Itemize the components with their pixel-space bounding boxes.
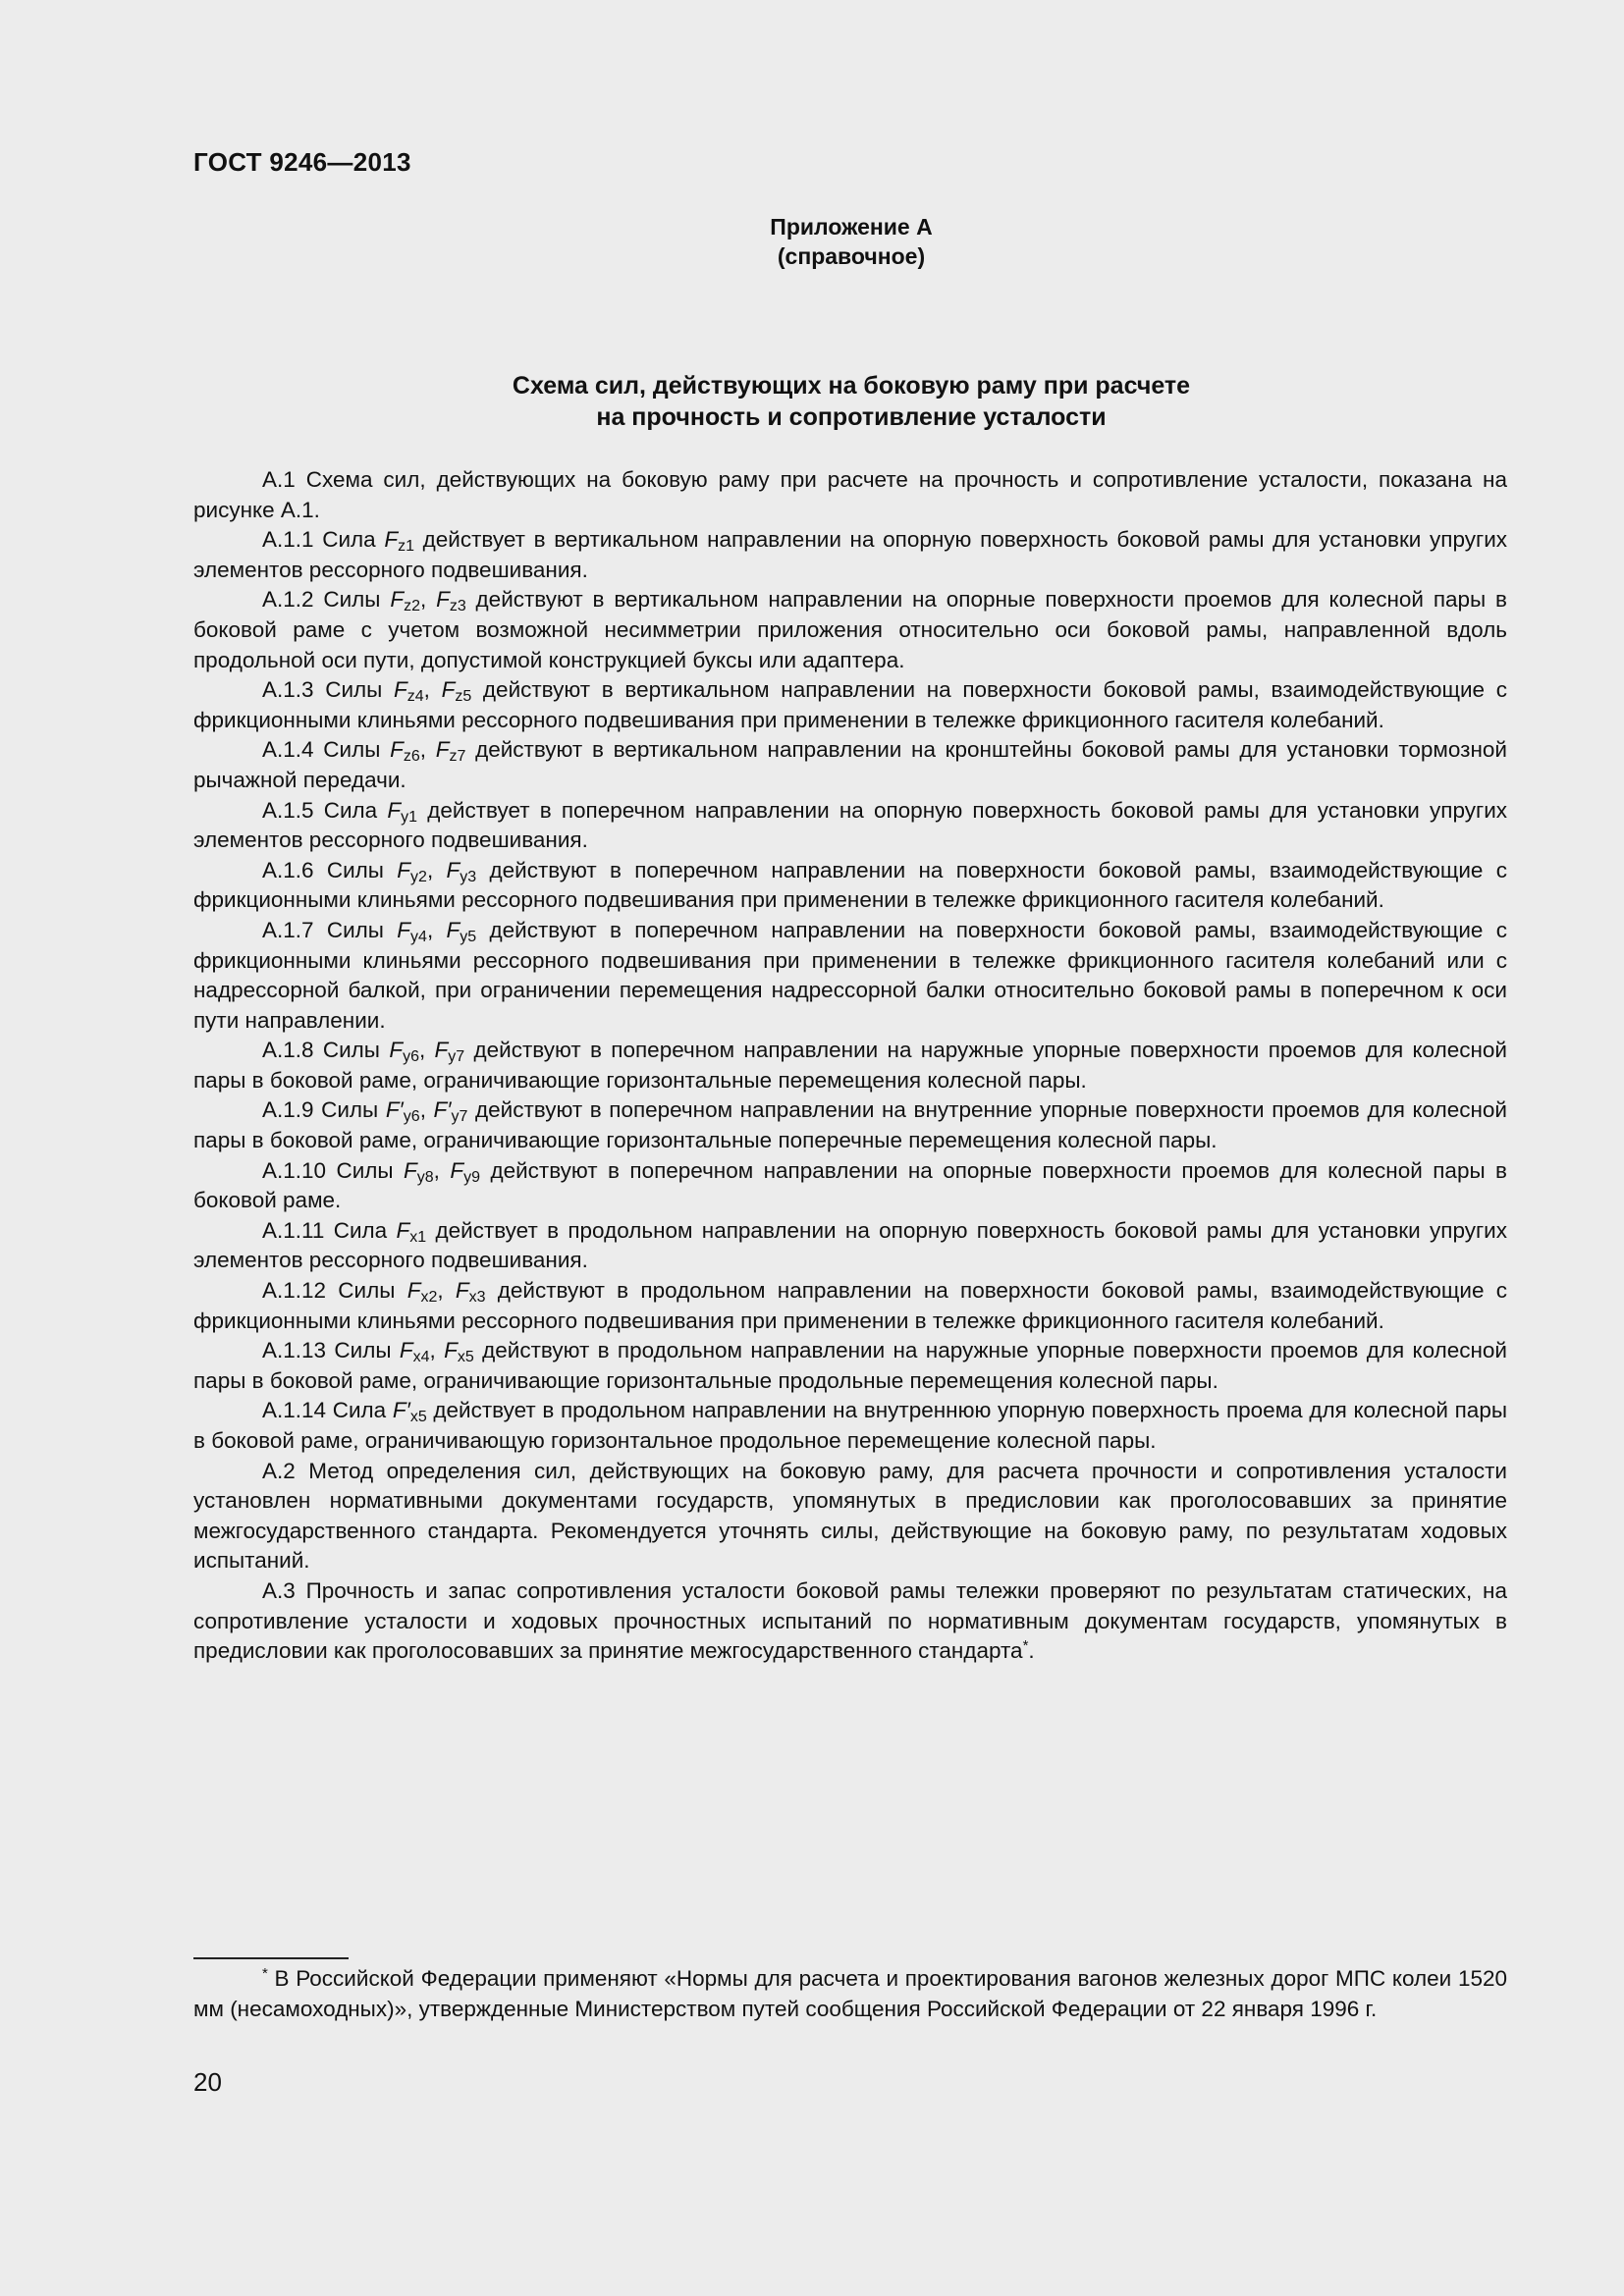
force-symbol: F xyxy=(394,677,407,703)
footnote-reference[interactable]: * xyxy=(1022,1637,1029,1655)
force-symbol: F xyxy=(441,677,456,703)
paragraph-a1-7: А.1.7 Силы $F_{y4}$, $F_{y5}$ действуют в поперечном направлении на поверхности боковой рамы, взаимодействующие с фрикционными клиньями рессорного подвешивания при применении в тележке фрикционного гасителя колебаний или с надрессорной балкой, при ограничении перемещения надрессорной балки относительно боковой рамы в поперечном к оси пути направлении. xyxy=(193,917,1507,1033)
force-subscript: z6 xyxy=(403,748,420,766)
force-subscript: z3 xyxy=(449,598,466,615)
force-subscript: y1 xyxy=(401,808,418,826)
force-subscript: x5 xyxy=(457,1349,474,1366)
force-subscript: z5 xyxy=(455,688,472,706)
force-subscript: x5 xyxy=(409,1409,427,1426)
force-symbol: F xyxy=(444,1338,458,1363)
footnote xyxy=(193,1964,1507,2024)
force-symbol: F xyxy=(404,1157,417,1183)
paragraph-a2: А.2 Метод определения сил, действующих на боковую раму, для расчета прочности и сопротивления усталости установлен нормативными документами государств, упомянутых в предисловии как проголосовавших за принятие межгосударственного стандарта. Рекомендуется уточнять силы, действующие на боковую раму, по результатам ходовых испытаний. xyxy=(193,1458,1507,1574)
page-number: 20 xyxy=(193,2067,222,2097)
body-text xyxy=(193,465,1507,1667)
force-subscript: y4 xyxy=(410,928,427,945)
force-subscript: x4 xyxy=(412,1349,430,1366)
section-title-line-1: Схема сил, действующих на боковую раму при расчете xyxy=(512,372,1191,400)
force-symbol: F xyxy=(396,1217,410,1243)
paragraph-a1-6: А.1.6 Силы $F_{y2}$, $F_{y3}$ действуют в поперечном направлении на поверхности боковой рамы, взаимодействующие с фрикционными клиньями рессорного подвешивания при применении в тележке фрикционного гасителя колебаний. xyxy=(193,857,1507,913)
paragraph-a3: А.3 Прочность и запас сопротивления усталости боковой рамы тележки проверяют по результатам статических, на сопротивление усталости и ходовых прочностных испытаний по нормативным документам государств, упомянутых в предисловии как проголосовавших за принятие межгосударственного стандарта*. xyxy=(193,1577,1507,1664)
section-title-line-2: на прочность и сопротивление усталости xyxy=(596,403,1107,431)
force-symbol: F xyxy=(390,737,404,763)
paragraph-a1-5: А.1.5 Сила $F_{y1}$ действует в поперечном направлении на опорную поверхность боковой рамы для установки упругих элементов рессорного подвешивания. xyxy=(193,797,1508,853)
force-symbol: F xyxy=(387,797,402,823)
footnote-text: В Российской Федерации применяют «Нормы для расчета и проектирования вагонов железных дорог МПС колеи 1520 мм (несамоходных)», утвержденные Министерством путей сообщения Российской Федерации от 22 января 1996 г. xyxy=(193,1966,1507,2021)
force-symbol: F xyxy=(436,587,450,613)
appendix-title: Приложение А xyxy=(770,214,933,240)
force-symbol: F xyxy=(399,1338,413,1363)
force-subscript: x2 xyxy=(420,1289,438,1307)
force-subscript: x1 xyxy=(409,1228,427,1246)
paragraph-a1-8: А.1.8 Силы $F_{y6}$, $F_{y7}$ действуют в поперечном направлении на наружные упорные поверхности проемов для колесной пары в боковой раме, ограничивающие горизонтальные перемещения колесной пары. xyxy=(193,1038,1507,1093)
force-subscript: z7 xyxy=(449,748,466,766)
force-subscript: y3 xyxy=(460,868,477,885)
paragraph-a1-14: А.1.14 Сила $F'_{x5}$ действует в продольном направлении на внутреннюю упорную поверхность проема для колесной пары в боковой раме, ограничивающую горизонтальное продольное перемещение колесной пары. xyxy=(193,1398,1508,1453)
force-subscript: z2 xyxy=(404,598,420,615)
force-symbol: F xyxy=(384,527,399,553)
force-symbol: F′ xyxy=(433,1097,452,1123)
paragraph-a1-9: А.1.9 Силы $F'_{y6}$, $F'_{y7}$ действуют в поперечном направлении на внутренние упорные поверхности проемов для колесной пары в боковой раме, ограничивающие горизонтальные поперечные перемещения колесной пары. xyxy=(193,1097,1507,1153)
paragraph-a1-12: А.1.12 Силы $F_{x2}$, $F_{x3}$ действуют в продольном направлении на поверхности боковой рамы, взаимодействующие с фрикционными клиньями рессорного подвешивания при применении в тележке фрикционного гасителя колебаний. xyxy=(193,1278,1508,1333)
force-symbol: F xyxy=(446,857,460,882)
paragraph-a1-13: А.1.13 Силы $F_{x4}$, $F_{x5}$ действуют в продольном направлении на наружные упорные поверхности проемов для колесной пары в боковой раме, ограничивающие горизонтальные продольные перемещения колесной пары. xyxy=(193,1338,1508,1393)
force-subscript: y8 xyxy=(416,1168,434,1186)
force-subscript: y5 xyxy=(460,928,477,945)
paragraph-a1: А.1 Схема сил, действующих на боковую раму при расчете на прочность и сопротивление усталости, показана на рисунке А.1. xyxy=(193,467,1507,522)
force-symbol: F xyxy=(406,1278,421,1304)
footnote-divider xyxy=(193,1957,349,1959)
paragraph-a1-10: А.1.10 Силы $F_{y8}$, $F_{y9}$ действуют в поперечном направлении на опорные поверхности проемов для колесной пары в боковой раме. xyxy=(193,1157,1507,1213)
force-subscript: z4 xyxy=(406,688,424,706)
force-symbol: F′ xyxy=(392,1398,410,1423)
force-symbol: F xyxy=(435,737,450,763)
force-subscript: y7 xyxy=(451,1108,468,1126)
force-subscript: y2 xyxy=(410,868,427,885)
force-symbol: F xyxy=(397,917,411,942)
paragraph-a1-1: А.1.1 Сила $F_{z1}$ действует в вертикальном направлении на опорную поверхность боковой рамы для установки упругих элементов рессорного подвешивания. xyxy=(193,527,1508,582)
paragraph-a1-3: А.1.3 Силы $F_{z4}$, $F_{z5}$ действуют в вертикальном направлении на поверхности боковой рамы, взаимодействующие с фрикционными клиньями рессорного подвешивания при применении в тележке фрикционного гасителя колебаний. xyxy=(193,677,1507,732)
footnote-mark: * xyxy=(262,1965,268,1982)
appendix-heading xyxy=(0,212,1624,271)
section-title xyxy=(0,370,1624,433)
document-code: ГОСТ 9246—2013 xyxy=(193,147,411,177)
force-symbol: F′ xyxy=(385,1097,404,1123)
paragraph-a1-2: А.1.2 Силы $F_{z2}$, $F_{z3}$ действуют в вертикальном направлении на опорные поверхности проемов для колесной пары в боковой раме с учетом возможной несимметрии приложения относительно оси боковой рамы, направленной вдоль продольной оси пути, допустимой конструкцией буксы или адаптера. xyxy=(193,587,1507,672)
force-subscript: y9 xyxy=(463,1168,481,1186)
force-symbol: F xyxy=(390,587,405,613)
paragraph-a1-11: А.1.11 Сила $F_{x1}$ действует в продольном направлении на опорную поверхность боковой рамы для установки упругих элементов рессорного подвешивания. xyxy=(193,1217,1507,1273)
force-symbol: F xyxy=(389,1038,404,1063)
force-subscript: y6 xyxy=(403,1108,420,1126)
force-symbol: F xyxy=(446,917,460,942)
force-subscript: y7 xyxy=(448,1048,465,1066)
force-subscript: y6 xyxy=(403,1048,419,1066)
appendix-status: (справочное) xyxy=(777,243,926,269)
force-symbol: F xyxy=(455,1278,469,1304)
force-symbol: F xyxy=(397,857,411,882)
paragraph-a1-4: А.1.4 Силы $F_{z6}$, $F_{z7}$ действуют в вертикальном направлении на кронштейны боковой рамы для установки тормозной рычажной передачи. xyxy=(193,737,1507,792)
force-symbol: F xyxy=(450,1157,464,1183)
force-subscript: z1 xyxy=(398,538,414,556)
force-symbol: F xyxy=(434,1038,449,1063)
force-subscript: x3 xyxy=(468,1289,486,1307)
